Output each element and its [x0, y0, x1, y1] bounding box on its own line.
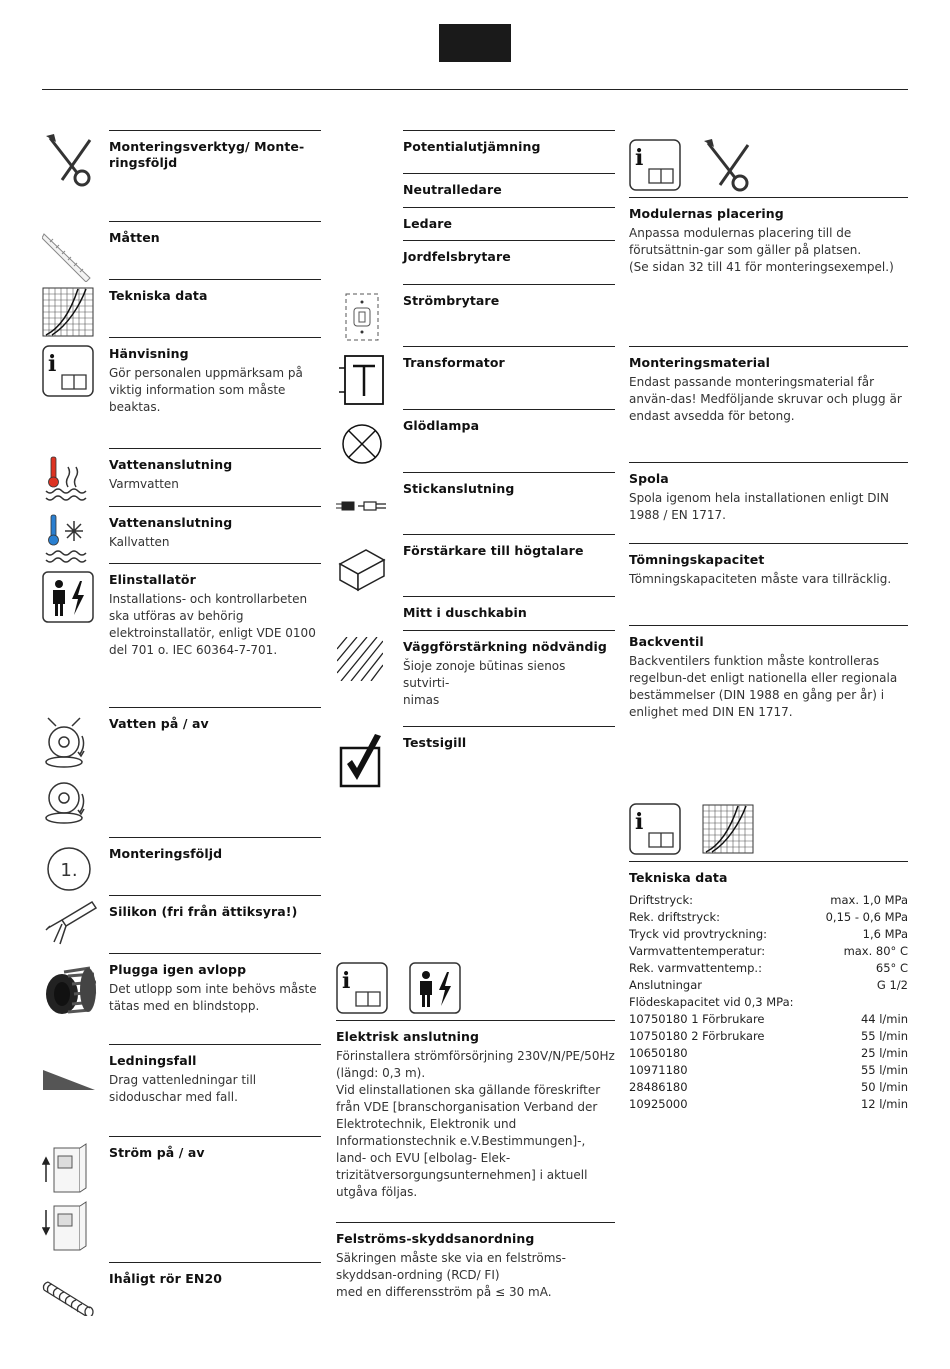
amplifier-box-icon: [338, 544, 386, 592]
section-elektrisk-anslutning: [336, 1020, 615, 1201]
section-title: Ledare: [403, 216, 453, 231]
section-text: Backventilers funktion måste kontrolleras regelbun-det enligt nationella eller regionala bestämmelser (DIN 1988 en gång per år) i enlighet med DIN EN 1717.: [629, 654, 898, 719]
electrician-icon: [42, 571, 94, 623]
section-title: Förstärkare till högtalare: [403, 543, 584, 558]
section-title: Mitt i duschkabin: [403, 605, 527, 620]
section-testsigill: [403, 726, 615, 751]
section-title: Plugga igen avlopp: [109, 962, 247, 977]
section-text: Spola igenom hela installationen enligt DIN 1988 / EN 1717.: [629, 491, 889, 522]
tech-label: 10925000: [629, 1097, 688, 1111]
cold-water-icon: [42, 513, 94, 563]
tech-row: [629, 1011, 908, 1028]
tech-value: 55 l/min: [860, 1029, 908, 1043]
section-text: Kallvatten: [109, 535, 170, 549]
section-ihaligt-ror: [109, 1262, 321, 1287]
plug-connector-icon: [336, 498, 388, 514]
section-title: Vatten på / av: [109, 716, 209, 731]
header-rule: [42, 89, 908, 90]
drain-plug-icon: [42, 962, 98, 1018]
section-elinstallator: [109, 563, 321, 659]
section-text: Anpassa modulernas placering till de förutsättnin-gar som gäller på platsen. (Se sidan 32 till 41 för monteringsexempel.): [629, 226, 894, 274]
transformer-icon: [337, 354, 385, 406]
section-title: Jordfelsbrytare: [403, 249, 511, 264]
section-vattenanslutning-kall: [109, 506, 321, 551]
section-text: Šioje zonoje būtinas sienos sutvirti- nimas: [403, 659, 566, 707]
slope-icon: [42, 1068, 96, 1092]
tech-value: max. 80° C: [843, 944, 908, 958]
tech-label: Rek. driftstryck:: [629, 910, 720, 924]
tech-row: [629, 892, 908, 909]
tech-label: Varmvattentemperatur:: [629, 944, 766, 958]
section-monteringsmaterial: [629, 346, 908, 425]
section-title: Monteringsverktyg/ Monte- ringsföljd: [109, 139, 305, 170]
section-jordfelsbrytare: [403, 240, 615, 265]
section-title: Väggförstärkning nödvändig: [403, 639, 607, 654]
tech-value: 44 l/min: [860, 1012, 908, 1026]
tech-row: [629, 1045, 908, 1062]
wrench-screwdriver-icon: [42, 134, 98, 188]
section-text: Förinstallera strömförsörjning 230V/N/PE/50Hz (längd: 0,3 m). Vid elinstallationen ska gällande föreskrifter från VDE [branschorganisation Verband der Elektrotechnik, Elektronik und Informationstechnik e.V.Bestimmungen]-, land- och EVU [elbolag- Elek-trizitätversorgungsunternehmen] i aktuell utgåva följas.: [336, 1049, 615, 1199]
section-title: Modulernas placering: [629, 206, 784, 221]
info-book-icon: [42, 345, 94, 397]
section-title: Silikon (fri från ättiksyra!): [109, 904, 298, 919]
section-text: Gör personalen uppmärksam på viktig information som måste beaktas.: [109, 366, 303, 414]
section-title: Potentialutjämning: [403, 139, 541, 154]
section-strom-pa-av: [109, 1136, 321, 1161]
tech-label: 10750180 2 Förbrukare: [629, 1029, 765, 1043]
tech-row: [629, 1079, 908, 1096]
corrugated-pipe-icon: [42, 1274, 96, 1316]
section-title: Testsigill: [403, 735, 467, 750]
hot-water-icon: [42, 455, 94, 505]
section-matten: [109, 221, 321, 246]
tech-value: max. 1,0 MPa: [830, 893, 908, 907]
section-text: Varmvatten: [109, 477, 179, 491]
info-book-icon: [629, 139, 681, 191]
diagram-grid-icon: [702, 803, 754, 855]
tech-row: [629, 1028, 908, 1045]
section-spola: [629, 462, 908, 524]
section-modulernas-placering: [629, 197, 908, 276]
section-title: Monteringsmaterial: [629, 355, 770, 370]
section-title: Neutralledare: [403, 182, 502, 197]
tech-label: 28486180: [629, 1080, 688, 1094]
section-title: Hänvisning: [109, 346, 189, 361]
section-mitt-i-duschkabin: [403, 596, 615, 621]
info-book-icon: [336, 962, 388, 1014]
section-text: Säkringen måste ske via en felströms-skyddsan-ordning (RCD/ FI) med en differensström på ≤ 30 mA.: [336, 1251, 566, 1299]
svg-text:i: i: [635, 809, 644, 835]
tech-label: 10750180 1 Förbrukare: [629, 1012, 765, 1026]
section-title: Transformator: [403, 355, 505, 370]
section-title: Ledningsfall: [109, 1053, 197, 1068]
ruler-icon: [42, 228, 94, 282]
test-seal-icon: [339, 732, 385, 790]
info-book-icon: [629, 803, 681, 855]
section-title: Vattenanslutning: [109, 457, 233, 472]
tech-label: Anslutningar: [629, 978, 702, 992]
tech-row: [629, 960, 908, 977]
section-vattenanslutning-varm: [109, 448, 321, 493]
section-title: Backventil: [629, 634, 704, 649]
section-title: Stickanslutning: [403, 481, 515, 496]
tech-label: Rek. varmvattentemp.:: [629, 961, 762, 975]
section-tekniska-data-col3: [629, 861, 908, 886]
tech-row: [629, 943, 908, 960]
step-number-icon: [46, 846, 92, 892]
svg-text:i: i: [342, 968, 351, 994]
tech-value: 50 l/min: [860, 1080, 908, 1094]
circuit-breaker-icon: [344, 292, 380, 342]
tech-row: [629, 994, 908, 1011]
tech-value: 65° C: [875, 961, 908, 975]
section-potentialutjamning: [403, 130, 615, 155]
section-title: Ihåligt rör EN20: [109, 1271, 223, 1286]
section-ledningsfall: [109, 1044, 321, 1106]
power-switch-icon: [42, 1142, 88, 1256]
language-tab: [439, 24, 511, 62]
tech-row: [629, 909, 908, 926]
section-monteringsfoljd: [109, 837, 321, 862]
tech-label: 10971180: [629, 1063, 688, 1077]
svg-text:i: i: [635, 145, 644, 171]
section-hanvisning: [109, 337, 321, 416]
section-ledare: [403, 207, 615, 232]
tech-label: Tryck vid provtryckning:: [629, 927, 768, 941]
section-title: Felströms-skyddsanordning: [336, 1231, 535, 1246]
section-felstroms-skydd: [336, 1222, 615, 1301]
section-title: Ström på / av: [109, 1145, 205, 1160]
section-vaggforstarkning: [403, 630, 615, 709]
tech-row: [629, 1062, 908, 1079]
section-tomningskapacitet: [629, 543, 908, 588]
tech-row: [629, 977, 908, 994]
tech-label: 10650180: [629, 1046, 688, 1060]
section-title: Måtten: [109, 230, 160, 245]
tech-value: 12 l/min: [860, 1097, 908, 1111]
wrench-screwdriver-icon: [700, 139, 756, 193]
tech-value: 25 l/min: [860, 1046, 908, 1060]
tech-label: Driftstryck:: [629, 893, 694, 907]
tech-row: [629, 1096, 908, 1113]
section-title: Glödlampa: [403, 418, 480, 433]
tech-data-table: [629, 892, 908, 1113]
silicone-gun-icon: [42, 898, 98, 948]
wall-hatch-icon: [337, 637, 383, 681]
electrician-icon: [409, 962, 461, 1014]
section-silikon: [109, 895, 321, 920]
section-title: Elektrisk anslutning: [336, 1029, 480, 1044]
section-text: Installations- och kontrollarbeten ska utföras av behörig elektroinstallatör, enligt VDE 0100 del 701 o. IEC 60364-7-701.: [109, 592, 316, 657]
section-title: Tömningskapacitet: [629, 552, 765, 567]
svg-text:i: i: [48, 351, 57, 377]
tech-value: 55 l/min: [860, 1063, 908, 1077]
section-title: Vattenanslutning: [109, 515, 233, 530]
lamp-icon: [341, 423, 383, 465]
section-title: Strömbrytare: [403, 293, 500, 308]
section-text: Det utlopp som inte behövs måste tätas med en blindstopp.: [109, 982, 317, 1013]
section-title: Tekniska data: [109, 288, 208, 303]
section-neutralledare: [403, 173, 615, 198]
section-text: Endast passande monteringsmaterial får använ-das! Medföljande skruvar och plugg är endast avsedda för betong.: [629, 375, 902, 423]
section-forstarkare: [403, 534, 615, 559]
section-backventil: [629, 625, 908, 721]
section-title: Tekniska data: [629, 870, 728, 885]
section-title: Monteringsföljd: [109, 846, 223, 861]
section-text: Tömningskapaciteten måste vara tillräcklig.: [629, 572, 892, 586]
diagram-grid-icon: [42, 287, 94, 337]
tech-row: [629, 926, 908, 943]
tech-value: 1,6 MPa: [862, 927, 908, 941]
section-glodlampa: [403, 409, 615, 434]
section-vatten-pa-av: [109, 707, 321, 732]
section-stickanslutning: [403, 472, 615, 497]
section-text: Drag vattenledningar till sidoduschar med fall.: [109, 1073, 257, 1104]
section-strombrytare: [403, 284, 615, 309]
tech-label: Flödeskapacitet vid 0,3 MPa:: [629, 995, 794, 1009]
section-plugga-igen-avlopp: [109, 953, 321, 1015]
section-title: Elinstallatör: [109, 572, 196, 587]
section-tekniska-data: [109, 279, 321, 304]
step-number-text: 1.: [60, 860, 78, 881]
section-transformator: [403, 346, 615, 371]
tech-value: G 1/2: [876, 978, 908, 992]
water-valve-icon: [42, 712, 98, 828]
tech-value: 0,15 - 0,6 MPa: [825, 910, 908, 924]
section-monteringsverktyg: [109, 130, 321, 171]
section-title: Spola: [629, 471, 669, 486]
